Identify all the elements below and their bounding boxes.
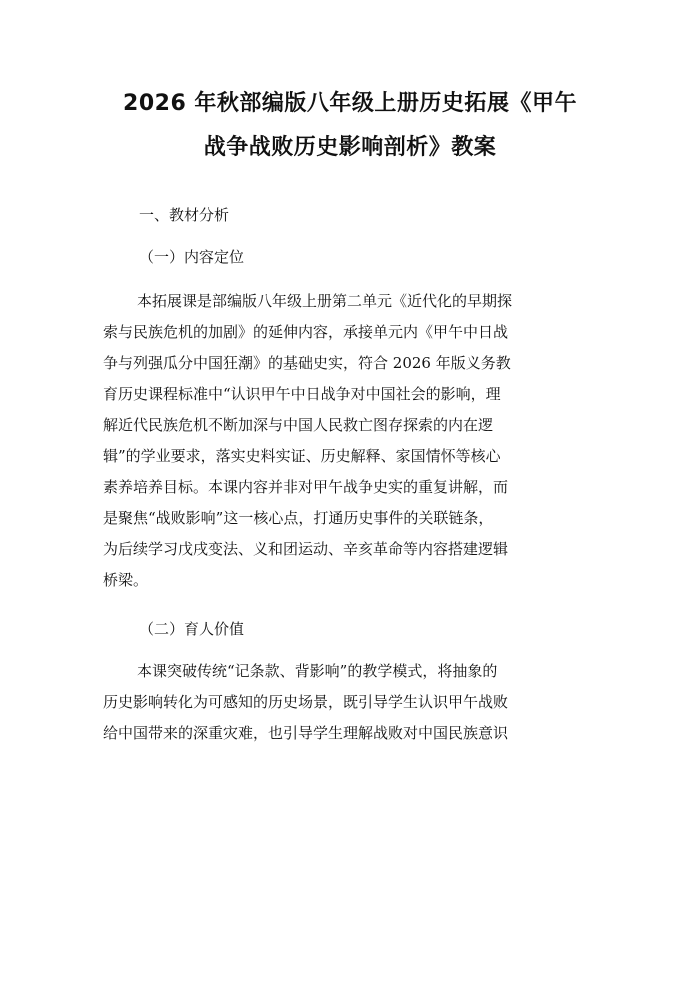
subsection-heading-educational-value: （二）育人价值 xyxy=(139,620,245,638)
paragraph-line: 辑”的学业要求，落实史料实证、历史解释、家国情怀等核心 xyxy=(103,447,501,465)
paragraph-line: 历史影响转化为可感知的历史场景，既引导学生认识甲午战败 xyxy=(103,693,509,711)
paragraph-educational-value xyxy=(103,656,597,749)
title-line-2: 战争战败历史影响剖析》教案 xyxy=(203,135,497,160)
paragraph-line: 解近代民族危机不断加深与中国人民救亡图存探索的内在逻 xyxy=(103,416,494,434)
paragraph-line: 本拓展课是部编版八年级上册第二单元《近代化的早期探 xyxy=(137,292,513,310)
paragraph-line: 争与列强瓜分中国狂潮》的基础史实，符合 2026 年版义务教 xyxy=(103,354,511,372)
paragraph-content-positioning xyxy=(103,286,597,596)
paragraph-line: 给中国带来的深重灾难，也引导学生理解战败对中国民族意识 xyxy=(103,724,509,742)
paragraph-line: 育历史课程标准中“认识甲午中日战争对中国社会的影响，理 xyxy=(103,385,501,403)
title-line-1: 2026 年秋部编版八年级上册历史拓展《甲午 xyxy=(123,91,577,116)
paragraph-line: 桥梁。 xyxy=(103,571,149,589)
document-page xyxy=(0,82,700,987)
subsection-heading-content-positioning: （一）内容定位 xyxy=(139,248,245,266)
paragraph-line: 素养培养目标。本课内容并非对甲午战争史实的重复讲解，而 xyxy=(103,478,509,496)
paragraph-line: 为后续学习戊戌变法、义和团运动、辛亥革命等内容搭建逻辑 xyxy=(103,540,509,558)
document-title xyxy=(103,82,597,170)
paragraph-line: 是聚焦“战败影响”这一核心点，打通历史事件的关联链条， xyxy=(103,509,494,527)
paragraph-line: 索与民族危机的加剧》的延伸内容，承接单元内《甲午中日战 xyxy=(103,323,509,341)
paragraph-line: 本课突破传统“记条款、背影响”的教学模式，将抽象的 xyxy=(137,662,498,680)
section-heading-teaching-material-analysis: 一、教材分析 xyxy=(139,206,230,224)
